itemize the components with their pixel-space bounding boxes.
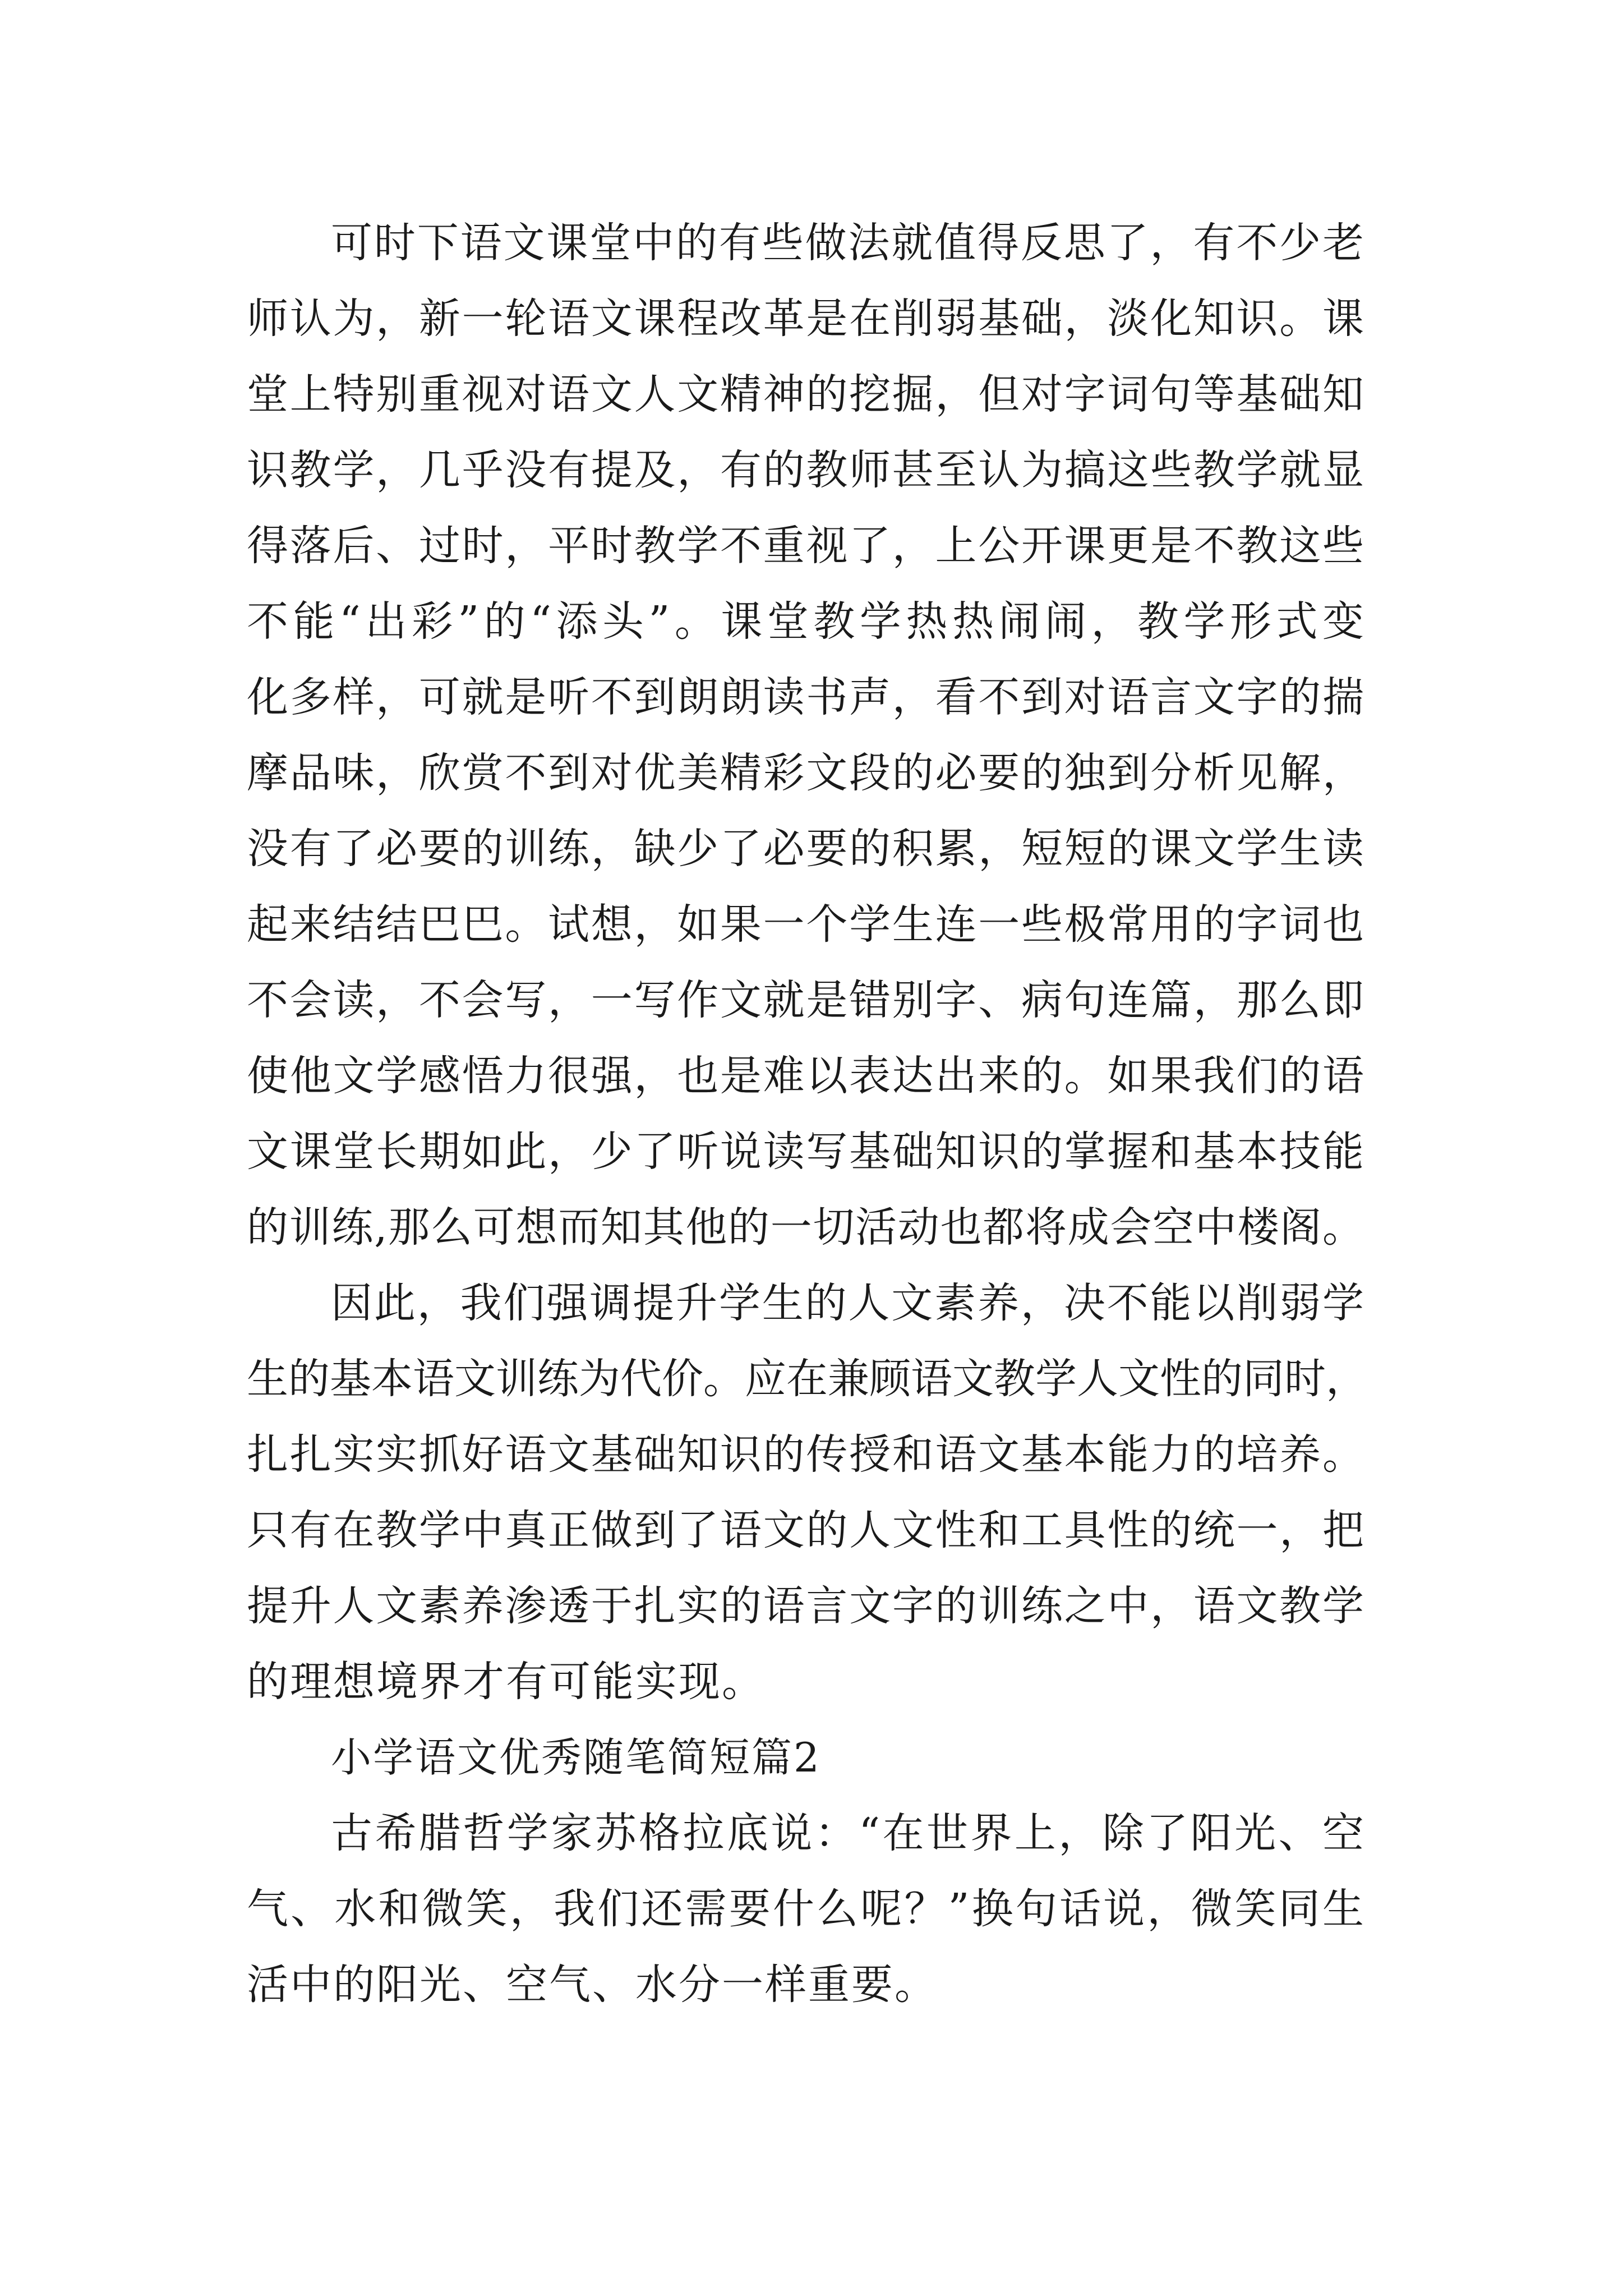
paragraph-conclusion (247, 1266, 1367, 1720)
text-line: 师认为，新一轮语文课程改革是在削弱基础，淡化知识。课 (247, 295, 1364, 343)
text-line: 堂上特别重视对语文人文精神的挖掘，但对字词句等基础知 (247, 370, 1364, 418)
text-line: 不会读，不会写，一写作文就是错别字、病句连篇，那么即 (247, 976, 1364, 1024)
text-line: 因此，我们强调提升学生的人文素养，决不能以削弱学 (331, 1279, 1364, 1327)
document-body (247, 205, 1367, 2023)
paragraph-reflection (247, 205, 1364, 1266)
text-line: 的理想境界才有可能实现。 (247, 1658, 765, 1706)
text-line: 扎扎实实抓好语文基础知识的传授和语文基本能力的培养。 (247, 1430, 1364, 1479)
text-line: 可时下语文课堂中的有些做法就值得反思了，有不少老 (331, 219, 1364, 267)
text-line: 化多样，可就是听不到朗朗读书声，看不到对语言文字的揣 (247, 673, 1364, 721)
text-line: 起来结结巴巴。试想，如果一个学生连一些极常用的字词也 (247, 900, 1364, 949)
section-heading: 小学语文优秀随笔简短篇2 (331, 1734, 821, 1781)
text-line: 识教学，几乎没有提及，有的教师甚至认为搞这些教学就显 (247, 446, 1364, 494)
text-line: 没有了必要的训练，缺少了必要的积累，短短的课文学生读 (247, 825, 1364, 873)
text-line: 的训练,那么可想而知其他的一切活动也都将成会空中楼阁。 (247, 1203, 1364, 1251)
text-line: 提升人文素养渗透于扎实的语言文字的训练之中，语文教学 (247, 1582, 1364, 1630)
text-line: 文课堂长期如此，少了听说读写基础知识的掌握和基本技能 (247, 1128, 1364, 1176)
text-line: 气、水和微笑，我们还需要什么呢？”换句话说，微笑同生 (247, 1885, 1364, 1933)
paragraph-socrates (247, 1796, 1364, 2023)
text-line: 古希腊哲学家苏格拉底说：“在世界上，除了阳光、空 (331, 1809, 1364, 1857)
text-line: 只有在教学中真正做到了语文的人文性和工具性的统一，把 (247, 1506, 1364, 1554)
text-line: 使他文学感悟力很强，也是难以表达出来的。如果我们的语 (247, 1052, 1364, 1100)
text-line: 活中的阳光、空气、水分一样重要。 (247, 1961, 938, 2009)
text-line: 摩品味，欣赏不到对优美精彩文段的必要的独到分析见解， (247, 749, 1364, 797)
text-line: 生的基本语文训练为代价。应在兼顾语文教学人文性的同时， (247, 1355, 1367, 1403)
section-heading-block (247, 1720, 1364, 1796)
text-line: 不能“出彩”的“添头”。课堂教学热热闹闹，教学形式变 (247, 597, 1364, 646)
text-line: 得落后、过时，平时教学不重视了，上公开课更是不教这些 (247, 522, 1364, 570)
